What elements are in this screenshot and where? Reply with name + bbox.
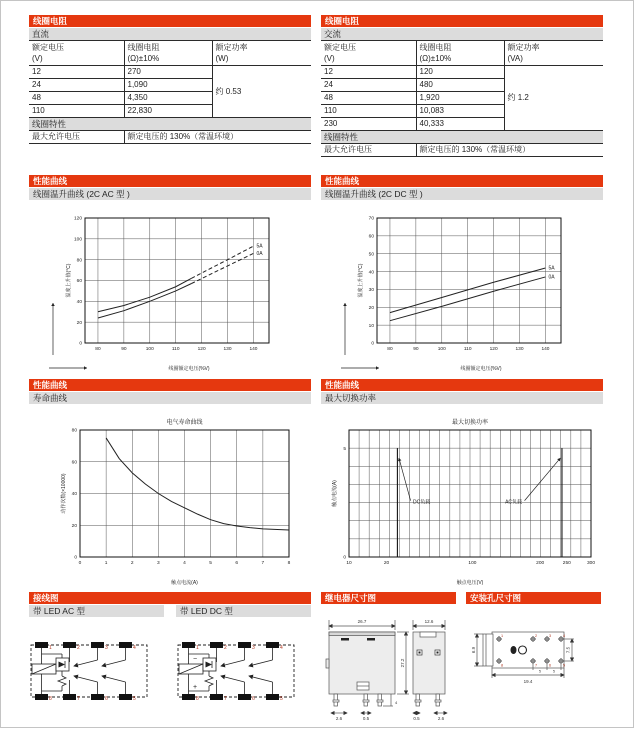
coil-temp-rise-ac-svg xyxy=(45,208,295,373)
cell: 270 xyxy=(124,66,212,79)
cell: 230 xyxy=(321,118,416,131)
contacts xyxy=(70,648,126,694)
svg-text:40: 40 xyxy=(71,492,77,498)
svg-text:80: 80 xyxy=(387,347,393,352)
cell: 12 xyxy=(29,66,124,79)
col-header: 额定功率 (W) xyxy=(212,41,311,66)
wiring-variants xyxy=(29,604,311,712)
col-header: 额定电压 (V) xyxy=(321,41,416,66)
svg-text:8: 8 xyxy=(196,696,199,702)
section-header-wiring: 接线图 xyxy=(29,592,311,604)
svg-text:12.6: 12.6 xyxy=(424,619,434,624)
svg-text:7.5: 7.5 xyxy=(565,646,571,654)
table-subheader: 交流 xyxy=(321,28,603,41)
svg-text:6.9: 6.9 xyxy=(471,646,476,654)
svg-text:0A: 0A xyxy=(256,250,263,257)
svg-text:最大切换功率: 最大切换功率 xyxy=(451,420,489,426)
life-power-row xyxy=(1,379,633,587)
svg-text:5: 5 xyxy=(208,561,212,566)
svg-text:20: 20 xyxy=(76,320,82,326)
cell: 110 xyxy=(321,105,416,118)
svg-text:120: 120 xyxy=(73,216,82,222)
svg-text:100: 100 xyxy=(73,237,82,243)
svg-text:10: 10 xyxy=(368,323,374,329)
svg-text:5: 5 xyxy=(133,696,136,702)
svg-text:19.4: 19.4 xyxy=(523,679,533,684)
svg-text:20: 20 xyxy=(383,561,390,566)
svg-text:1: 1 xyxy=(104,561,107,566)
max-switching-power-chart xyxy=(321,412,603,587)
wiring-ac-variant xyxy=(29,604,164,712)
svg-text:10: 10 xyxy=(346,561,352,566)
svg-text:0.5: 0.5 xyxy=(362,716,370,721)
svg-text:90: 90 xyxy=(121,347,127,352)
cell: 12 xyxy=(321,66,416,79)
svg-text:250: 250 xyxy=(562,561,571,566)
svg-text:1: 1 xyxy=(49,645,52,651)
svg-text:110: 110 xyxy=(171,347,180,352)
wiring-ac-schematic xyxy=(29,635,159,707)
svg-text:60: 60 xyxy=(368,234,374,240)
svg-text:0A: 0A xyxy=(548,274,555,281)
section-subheader: 最大切换功率 xyxy=(321,392,603,404)
coil-resistance-dc-table xyxy=(29,28,311,144)
coil-resistance-dc-section xyxy=(29,15,311,144)
col-header: 线圈电阻 (Ω)±10% xyxy=(124,41,212,66)
svg-text:4: 4 xyxy=(182,561,186,566)
coil-resistance-row xyxy=(1,15,633,157)
perf-temp-dc-section xyxy=(321,175,603,373)
svg-text:50: 50 xyxy=(368,252,374,258)
cell: 1,090 xyxy=(124,79,212,92)
perf-life-section xyxy=(29,379,311,587)
svg-text:线圈额定电压(%V): 线圈额定电压(%V) xyxy=(460,366,502,372)
svg-text:7: 7 xyxy=(535,663,538,668)
svg-text:30: 30 xyxy=(368,288,374,294)
svg-text:60: 60 xyxy=(71,460,77,466)
svg-text:100: 100 xyxy=(145,347,154,352)
svg-text:3: 3 xyxy=(252,645,255,651)
cell: 110 xyxy=(29,105,124,118)
svg-text:6: 6 xyxy=(105,696,108,702)
contacts xyxy=(217,648,273,694)
svg-text:4: 4 xyxy=(563,634,566,638)
svg-text:0: 0 xyxy=(343,555,346,561)
svg-text:100: 100 xyxy=(437,347,446,352)
section-header-relay-dimensions: 继电器尺寸图 xyxy=(321,592,456,604)
svg-text:2: 2 xyxy=(535,634,538,638)
svg-text:40: 40 xyxy=(76,300,82,306)
cell: 10,083 xyxy=(416,105,504,118)
svg-text:70: 70 xyxy=(368,216,374,222)
svg-text:+: + xyxy=(192,684,198,691)
col-header: 线圈电阻 (Ω)±10% xyxy=(416,41,504,66)
perf-power-section xyxy=(321,379,603,587)
svg-text:温度上升值(°C): 温度上升值(°C) xyxy=(358,263,364,298)
svg-text:7: 7 xyxy=(77,696,80,702)
section-subheader: 带 LED AC 型 xyxy=(29,605,164,617)
svg-text:5: 5 xyxy=(553,669,555,674)
hole-pattern xyxy=(474,632,574,678)
svg-text:0: 0 xyxy=(73,555,77,561)
wiring-dc-variant xyxy=(176,604,311,712)
col-header: 额定电压 (V) xyxy=(29,41,124,66)
section-header-performance: 性能曲线 xyxy=(321,379,603,391)
svg-text:200: 200 xyxy=(536,561,545,566)
svg-text:6: 6 xyxy=(549,663,552,668)
table-subheader: 直流 xyxy=(29,28,311,41)
rated-power-cell: 约 1.2 xyxy=(504,66,603,131)
svg-text:6: 6 xyxy=(252,696,255,702)
section-subheader: 线圈温升曲线 (2C AC 型 ) xyxy=(29,188,311,200)
life-curve-chart xyxy=(29,412,311,587)
svg-text:3: 3 xyxy=(549,634,552,638)
svg-text:5: 5 xyxy=(563,663,566,668)
svg-text:AC负载: AC负载 xyxy=(505,499,523,506)
svg-text:0: 0 xyxy=(78,561,81,566)
coil-circuit xyxy=(32,648,69,694)
svg-text:5A: 5A xyxy=(256,243,263,250)
wiring-diagram-ac xyxy=(29,635,164,712)
coil-resistance-ac-table xyxy=(321,28,603,157)
svg-text:4: 4 xyxy=(133,645,136,651)
svg-text:80: 80 xyxy=(95,347,101,352)
svg-text:130: 130 xyxy=(223,347,232,352)
svg-text:20: 20 xyxy=(368,305,374,311)
cell: 480 xyxy=(416,79,504,92)
cell: 额定电压的 130%（常温环境） xyxy=(416,144,603,157)
svg-text:2.6: 2.6 xyxy=(335,716,343,721)
side-view xyxy=(413,620,447,713)
svg-text:触点电流(A): 触点电流(A) xyxy=(332,480,338,507)
cell: 4,350 xyxy=(124,92,212,105)
col-header: 额定功率 (VA) xyxy=(504,41,603,66)
life-curve-svg xyxy=(38,412,303,587)
section-header-performance: 性能曲线 xyxy=(321,175,603,187)
svg-text:温度上升值(°C): 温度上升值(°C) xyxy=(66,263,72,298)
section-header-performance: 性能曲线 xyxy=(29,379,311,391)
svg-text:120: 120 xyxy=(197,347,206,352)
svg-text:60: 60 xyxy=(76,279,82,285)
cell: 最大允许电压 xyxy=(29,131,124,144)
temp-rise-row xyxy=(1,175,633,373)
svg-text:线圈额定电压(%V): 线圈额定电压(%V) xyxy=(168,366,210,372)
table-subheader: 线圈特性 xyxy=(321,131,603,144)
coil-resistance-ac-section xyxy=(321,15,603,157)
section-header-coil-resistance-ac: 线圈电阻 xyxy=(321,15,603,27)
svg-text:0: 0 xyxy=(371,341,374,347)
rated-power-cell: 约 0.53 xyxy=(212,66,311,118)
svg-text:90: 90 xyxy=(413,347,419,352)
svg-text:5A: 5A xyxy=(548,265,555,272)
relay-dimension-svg xyxy=(321,612,456,724)
svg-text:3: 3 xyxy=(105,645,108,651)
coil-temp-rise-ac-chart xyxy=(29,208,311,373)
svg-text:5: 5 xyxy=(280,696,283,702)
cell: 额定电压的 130%（常温环境） xyxy=(124,131,311,144)
svg-text:7: 7 xyxy=(224,696,227,702)
cell: 24 xyxy=(29,79,124,92)
max-switching-power-svg xyxy=(323,412,601,587)
table-row xyxy=(29,66,311,79)
svg-text:1: 1 xyxy=(196,645,199,651)
relay-dimensions-section xyxy=(321,592,456,728)
svg-text:26.7: 26.7 xyxy=(357,619,367,624)
svg-text:80: 80 xyxy=(71,428,77,434)
svg-text:1: 1 xyxy=(501,634,504,638)
svg-text:0: 0 xyxy=(79,341,82,347)
svg-text:3: 3 xyxy=(156,561,160,566)
svg-text:−: − xyxy=(192,656,198,663)
cell: 40,333 xyxy=(416,118,504,131)
svg-text:2: 2 xyxy=(130,561,134,566)
section-subheader: 寿命曲线 xyxy=(29,392,311,404)
wiring-diagram-dc xyxy=(176,635,311,712)
wiring-section xyxy=(29,592,311,712)
svg-text:8: 8 xyxy=(49,696,52,702)
coil-temp-rise-dc-chart xyxy=(321,208,603,373)
svg-text:触点电流(A): 触点电流(A) xyxy=(170,580,198,586)
svg-text:40: 40 xyxy=(368,270,374,276)
svg-text:140: 140 xyxy=(249,347,258,352)
table-subheader: 线圈特性 xyxy=(29,118,311,131)
svg-text:100: 100 xyxy=(468,561,477,566)
cell: 24 xyxy=(321,79,416,92)
svg-text:27.2: 27.2 xyxy=(400,658,405,668)
svg-text:0.5: 0.5 xyxy=(413,716,420,721)
svg-text:2: 2 xyxy=(77,645,80,651)
coil-temp-rise-dc-svg xyxy=(337,208,587,373)
mounting-hole-section xyxy=(466,592,601,703)
wiring-dc-schematic xyxy=(176,635,306,707)
svg-text:120: 120 xyxy=(489,347,498,352)
cell: 22,830 xyxy=(124,105,212,118)
svg-text:DC负载: DC负载 xyxy=(412,499,431,506)
svg-text:140: 140 xyxy=(541,347,550,352)
svg-text:动作次数(×10000): 动作次数(×10000) xyxy=(60,473,67,514)
svg-text:7: 7 xyxy=(261,561,264,566)
cell: 120 xyxy=(416,66,504,79)
svg-text:6: 6 xyxy=(234,561,238,566)
svg-text:触点电压(V): 触点电压(V) xyxy=(456,580,484,586)
svg-text:5: 5 xyxy=(539,669,541,674)
cell: 48 xyxy=(29,92,124,105)
svg-text:130: 130 xyxy=(515,347,524,352)
section-subheader: 线圈温升曲线 (2C DC 型 ) xyxy=(321,188,603,200)
table-row xyxy=(321,144,603,157)
svg-text:5: 5 xyxy=(343,446,346,452)
cell: 48 xyxy=(321,92,416,105)
mounting-hole-drawing xyxy=(466,620,601,703)
relay-dimension-drawing xyxy=(321,612,456,728)
svg-text:80: 80 xyxy=(76,258,82,264)
perf-temp-ac-section xyxy=(29,175,311,373)
coil-circuit xyxy=(179,648,216,694)
bottom-row xyxy=(1,592,633,728)
section-subheader: 带 LED DC 型 xyxy=(176,605,311,617)
section-header-performance: 性能曲线 xyxy=(29,175,311,187)
cell: 1,920 xyxy=(416,92,504,105)
svg-text:4: 4 xyxy=(280,645,283,651)
table-row xyxy=(321,66,603,79)
svg-text:4: 4 xyxy=(395,700,398,705)
table-row xyxy=(29,131,311,144)
section-header-mounting-hole: 安装孔尺寸图 xyxy=(466,592,601,604)
mounting-hole-svg xyxy=(466,620,601,698)
svg-text:电气寿命曲线: 电气寿命曲线 xyxy=(165,420,203,426)
svg-text:2: 2 xyxy=(224,645,227,651)
section-header-coil-resistance-dc: 线圈电阻 xyxy=(29,15,311,27)
svg-text:8: 8 xyxy=(501,663,504,668)
svg-text:20: 20 xyxy=(71,523,77,529)
cell: 最大允许电压 xyxy=(321,144,416,157)
svg-text:2.6: 2.6 xyxy=(437,716,445,721)
svg-text:110: 110 xyxy=(463,347,472,352)
svg-text:300: 300 xyxy=(586,561,596,566)
svg-text:8: 8 xyxy=(287,561,290,566)
